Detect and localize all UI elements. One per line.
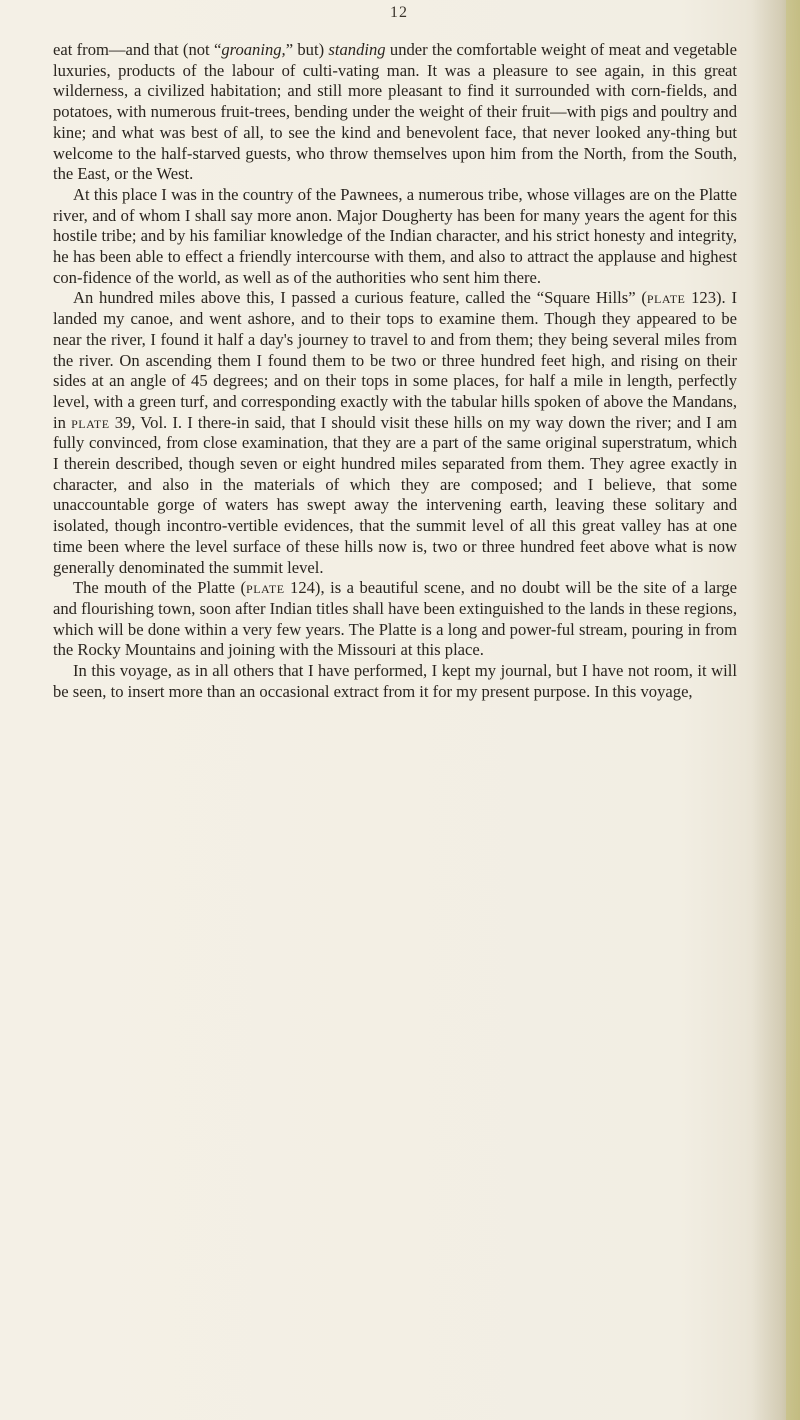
text-run: In this voyage, as in all others that I have performed, I kept my journal, but I have not room, it will be seen, to insert more than an occasional extract from it for my present purpose. In this voyage, <box>53 661 737 701</box>
text-run: 39, Vol. I. I there-in said, that I should visit these hills on my way down the river; and I am fully convinced, from close examination, that they are a part of the same original superstratum, which I therein described, though seven or eight hundred miles separated from them. They agree exactly in character, and also in the materials of which they are composed; and I believe, that some unaccountable gorge of waters has swept away the intervening earth, leaving these solitary and isolated, though incontro-vertible evidences, that the summit level of all this great valley has at one time been where the level surface of these hills now is, two or three hundred feet above what is now generally denominated the summit level. <box>53 412 737 577</box>
paragraph-5 <box>53 661 737 702</box>
text-run: ” but) <box>285 40 329 59</box>
paragraph-3 <box>53 288 737 578</box>
italic-word: standing <box>328 40 386 59</box>
paragraph-2 <box>53 185 737 289</box>
paragraph-1 <box>53 40 737 185</box>
text-run: 123). I landed my canoe, and went ashore, and to their tops to examine them. Though they appeared to be near the river, I found it half a day's journey to travel to and from them; they being several miles from the river. On ascending them I found them to be two or three hundred feet high, and rising on their sides at an angle of 45 degrees; and on their tops in some places, for half a mile in length, perfectly level, with a green turf, and corresponding exactly with the tabular hills spoken of above the Mandans, in <box>53 288 737 432</box>
plate-reference: plate <box>246 578 285 598</box>
text-run: At this place I was in the country of the Pawnees, a numerous tribe, whose villages are on the Platte river, and of whom I shall say more anon. Major Dougherty has been for many years the agent for this hostile tribe; and by his familiar knowledge of the Indian character, and his strict honesty and integrity, he has been able to effect a friendly intercourse with them, and also to attract the applause and highest con-fidence of the world, as well as of the authorities who sent him there. <box>53 184 737 287</box>
text-run: The mouth of the Platte ( <box>73 578 247 598</box>
page-edge-discoloration <box>786 0 800 1420</box>
plate-reference: plate <box>71 412 110 432</box>
text-run: eat from—and that (not “ <box>53 40 222 59</box>
text-run: 124), is a beautiful scene, and no doubt will be the site of a large and flourishing town, soon after Indian titles shall have been extinguished to the lands in these regions, which will be done within a very few years. The Platte is a long and power-ful stream, pouring in from the Rocky Mountains and joining with the Missouri at this place. <box>53 578 737 660</box>
text-run: under the comfortable weight of meat and vegetable luxuries, products of the labour of culti-vating man. It was a pleasure to see again, in this great wilderness, a civilized habitation; and still more pleasant to find it surrounded with corn-fields, and potatoes, with numerous fruit-trees, bending under the weight of their fruit—with pigs and poultry and kine; and what was best of all, to see the kind and benevolent face, that never looked any-thing but welcome to the half-starved guests, who throw themselves upon him from the North, from the South, the East, or the West. <box>53 40 737 184</box>
body-text <box>53 40 737 703</box>
paragraph-4 <box>53 578 737 661</box>
page-number: 12 <box>390 4 408 21</box>
plate-reference: plate <box>646 288 686 308</box>
text-run: An hundred miles above this, I passed a curious feature, called the “Square Hills” ( <box>73 288 647 308</box>
italic-word: groaning, <box>221 40 286 59</box>
